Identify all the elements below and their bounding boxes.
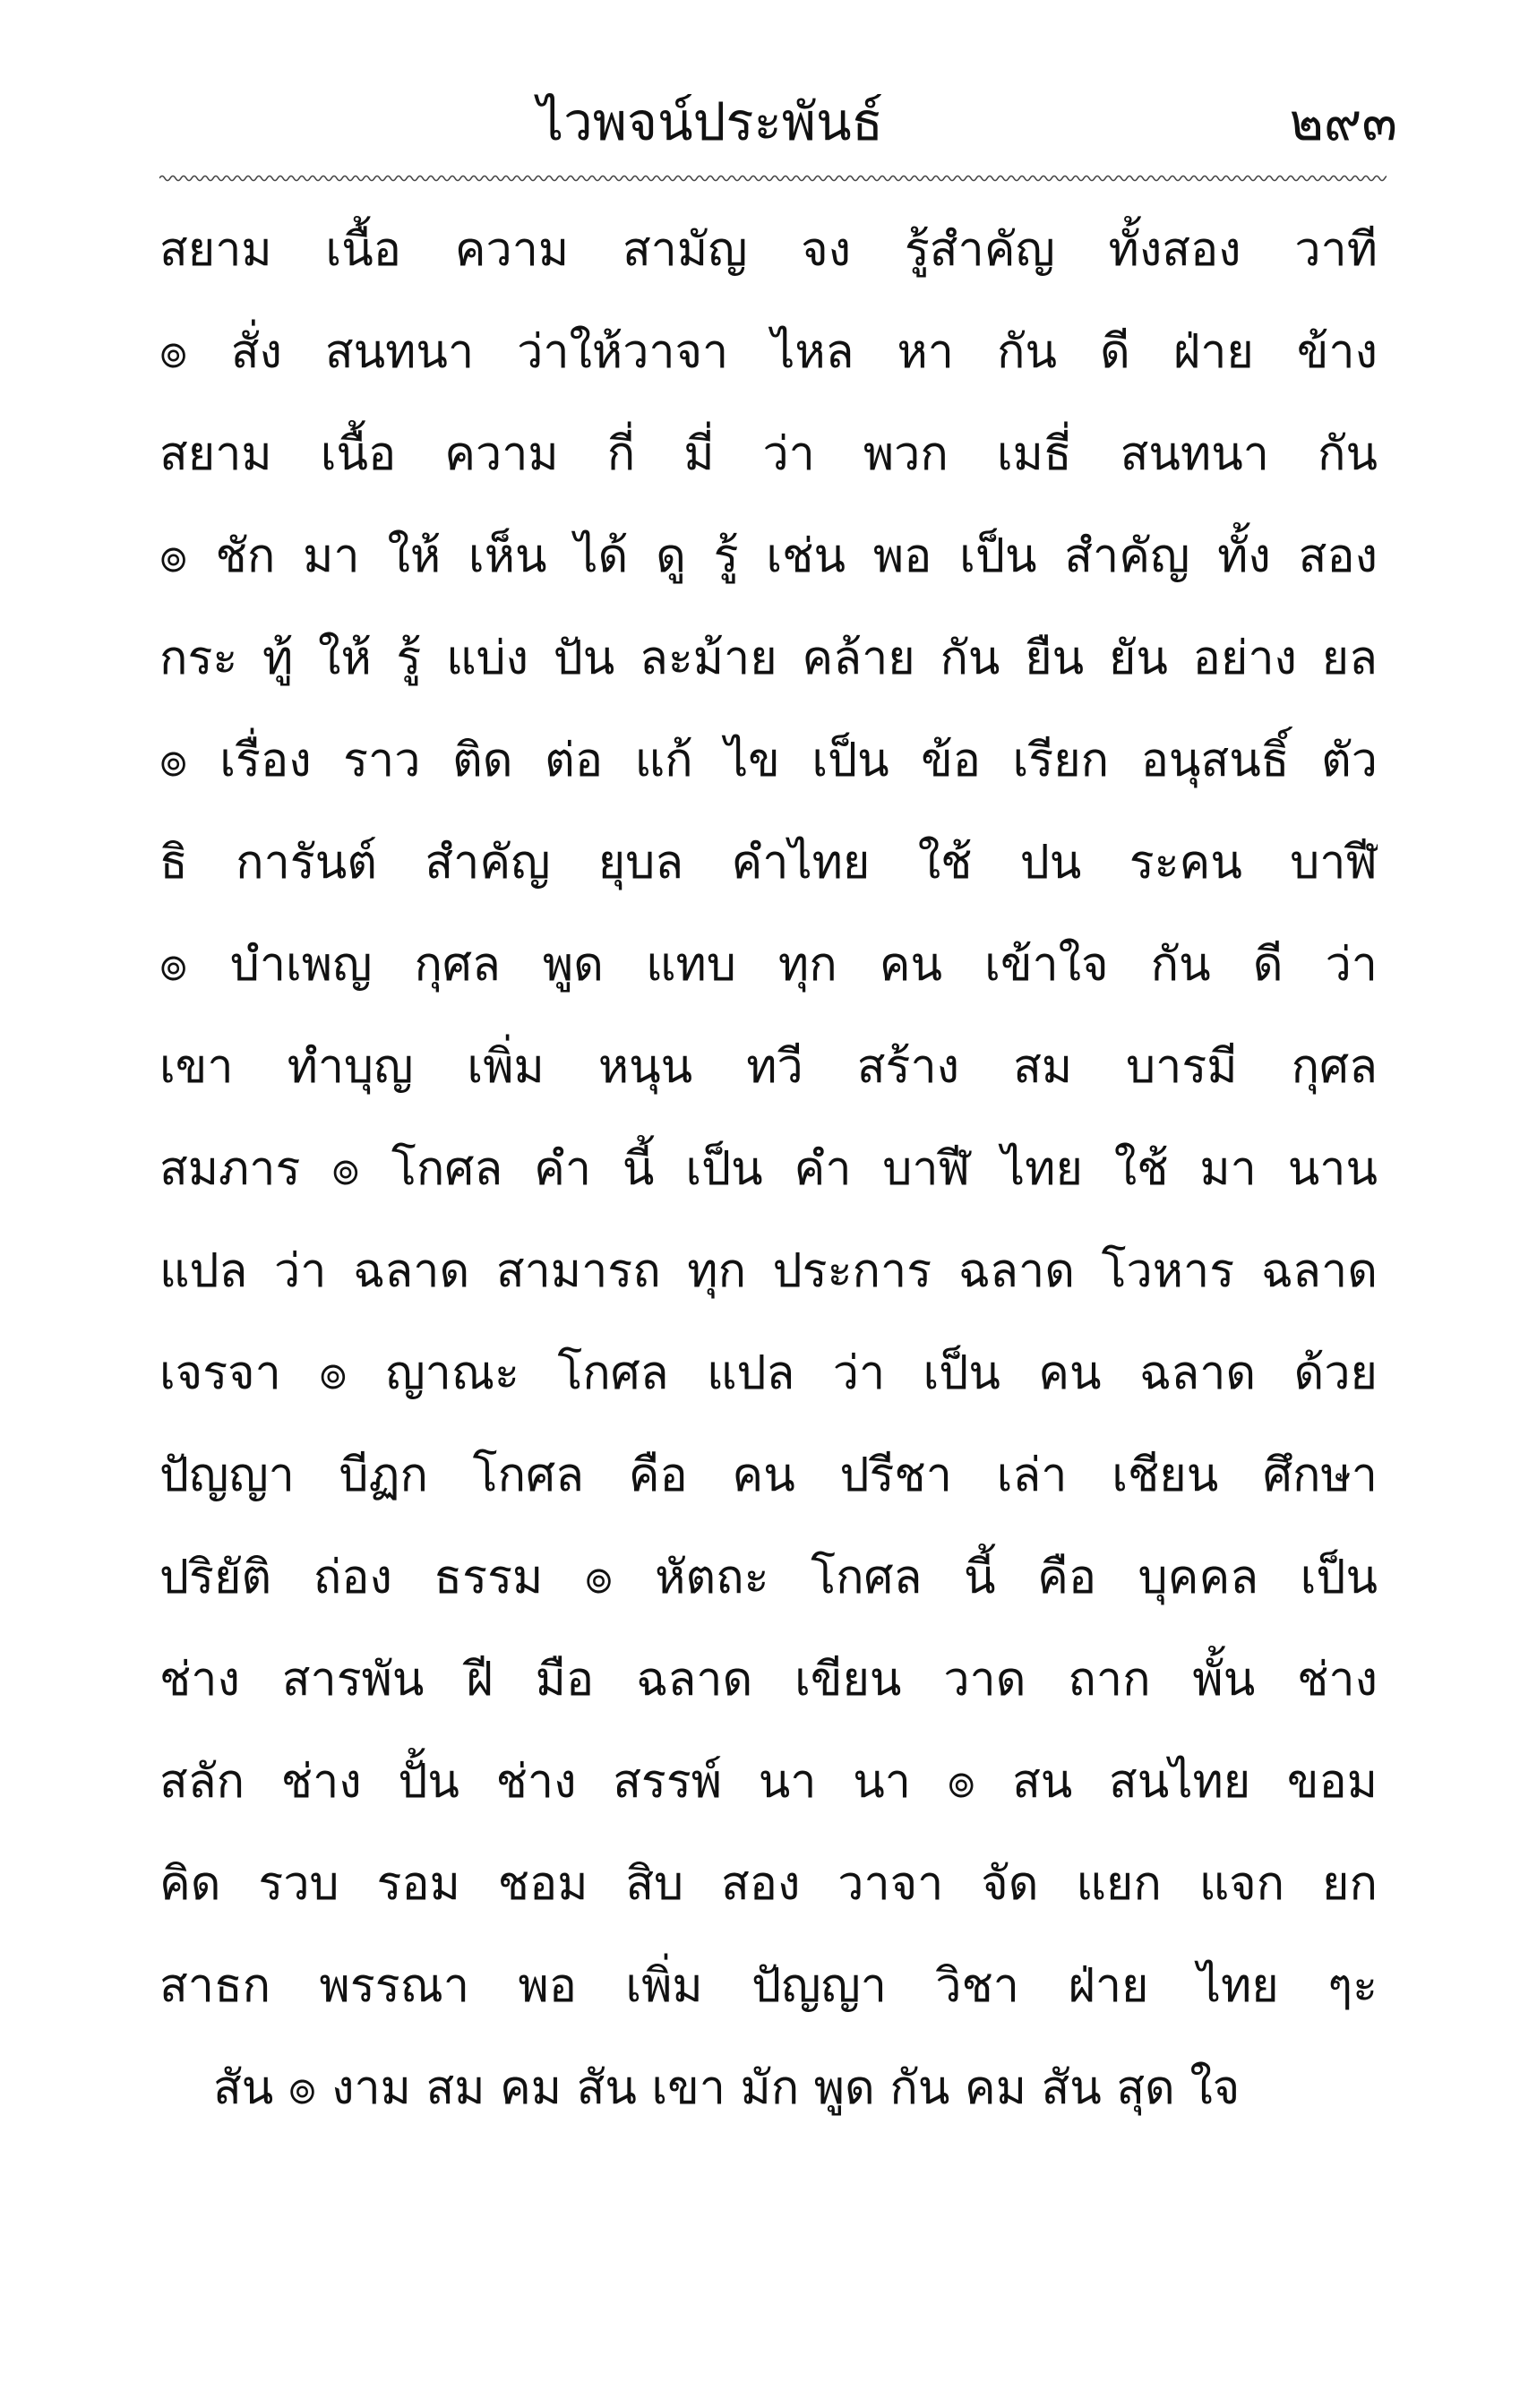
text-line: ๏ เรื่อง ราว ติด ต่อ แก้ ไข เป็น ข้อ เรียก อนุสนธิ์ ตัว bbox=[159, 734, 1378, 787]
text-line: เขา ทำบุญ เพิ่ม หนุน ทวี สร้าง สม บารมี กุศล bbox=[159, 1040, 1378, 1094]
text-line: ๏ สั่ง สนทนา ว่าให้วาจา ไหล หา กัน ดี ฝ่าย ข้าง bbox=[159, 325, 1378, 379]
text-line: สยาม เนื้อ ความ กี่ มี่ ว่า พวก เมธี่ สนทนา กัน bbox=[159, 427, 1378, 481]
text-line: ธิ การันต์ สำคัญ ยุบล คำไทย ใช้ ปน ระคน บาฬี bbox=[159, 836, 1378, 890]
text-line: แปล ว่า ฉลาด สามารถ ทุก ประการ ฉลาด โวหาร ฉลาด bbox=[159, 1244, 1378, 1298]
body-text bbox=[159, 199, 1378, 2139]
text-line: ๏ ชัก มา ให้ เห็น ได้ ดู รู้ เช่น พอ เป็น สำคัญ ทั้ง สอง bbox=[159, 529, 1378, 583]
text-line: สลัก ช่าง ปั้น ช่าง สรรพ์ นา นา ๏ สน สนไทย ขอม bbox=[159, 1755, 1378, 1809]
text-line: ปริยัติ ถ่อง ธรรม ๏ หัตถะ โกศล นี้ คือ บุคคล เป็น bbox=[159, 1551, 1378, 1604]
running-title: ไวพจน์ประพันธ์ bbox=[537, 91, 884, 152]
text-line: คิด รวบ รอม ชอม สิบ สอง วาจา จัด แยก แจก ยก bbox=[159, 1857, 1378, 1911]
text-line: สยาม เนื้อ ความ สามัญ จง รู้สำคัญ ทั้งสอง วาที bbox=[159, 223, 1378, 277]
page-number: ๒๙๓ bbox=[1289, 91, 1397, 152]
text-line: สาธก พรรณา พอ เพิ่ม ปัญญา วิชา ฝ่าย ไทย ๆะ bbox=[159, 1959, 1378, 2013]
text-line: กระ ทู้ ให้ รู้ แบ่ง ปัน ละม้าย คล้าย กัน ยืน ยัน อย่าง ยล bbox=[159, 632, 1378, 685]
wavy-header-rule bbox=[159, 172, 1387, 185]
text-line: สมภาร ๏ โกศล คำ นี้ เป็น คำ บาฬี ไทย ใช้ มา นาน bbox=[159, 1142, 1378, 1196]
text-line: เจรจา ๏ ญาณะ โกศล แปล ว่า เป็น คน ฉลาด ด้วย bbox=[159, 1346, 1378, 1400]
text-line: ช่าง สารพัน ฝี มือ ฉลาด เขียน วาด ถาก พั้น ช่าง bbox=[159, 1653, 1378, 1707]
text-line: ๏ บำเพญ กุศล พูด แทบ ทุก คน เข้าใจ กัน ดี ว่า bbox=[159, 938, 1378, 992]
text-line: สัน ๏ งาม สม คม สัน เขา มัก พูด กัน คม สัน สุด ใจ bbox=[213, 2061, 1241, 2115]
text-line: ปัญญา บีฏก โกศล คือ คน ปรีชา เล่า เชียน ศึกษา bbox=[159, 1449, 1378, 1502]
